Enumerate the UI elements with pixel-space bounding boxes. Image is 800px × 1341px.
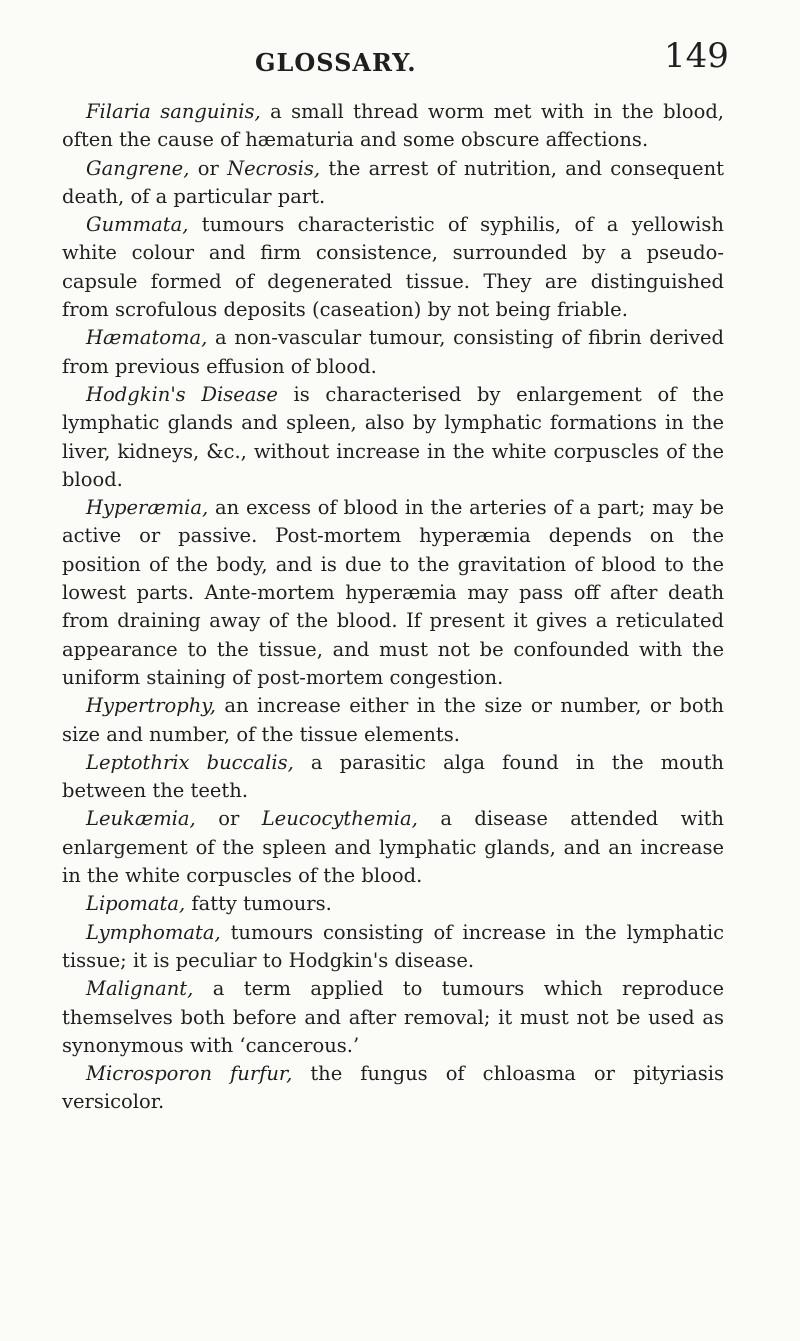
glossary-entry xyxy=(62,692,724,749)
glossary-term: Lymphomata, xyxy=(86,920,221,944)
glossary-entry xyxy=(62,805,724,890)
glossary-term: Leptothrix buccalis, xyxy=(86,750,294,774)
glossary-term: Hæmatoma, xyxy=(86,326,208,350)
glossary-definition: tumours characteristic of syphilis, of a yellowish white colour and firm consistence, surrounded by a pseudo-capsule formed of degenerated tissue. They are distinguished from scrofulous deposits (caseation) by not being friable. xyxy=(62,213,724,322)
glossary-definition-cont: a disease attended with enlargement of the spleen and lymphatic glands, and an increase in the white corpuscles of the blood. xyxy=(62,807,724,888)
glossary-term: Filaria sanguinis, xyxy=(86,100,261,123)
glossary-entry xyxy=(62,494,724,692)
glossary-term: Malignant, xyxy=(86,977,194,1001)
glossary-entry xyxy=(62,98,724,155)
page-number: 149 xyxy=(664,36,729,76)
glossary-term: Hodgkin's Disease xyxy=(86,382,278,406)
glossary-term: Leukæmia, xyxy=(86,807,196,831)
glossary-definition: the fungus of chloasma or pityriasis versicolor. xyxy=(62,1062,724,1114)
glossary-entry xyxy=(62,749,724,806)
glossary-definition: a small thread worm met with in the blood, often the cause of hæmaturia and some obscure affections. xyxy=(62,100,725,152)
glossary-term: Gangrene, xyxy=(86,156,190,180)
glossary-definition: a term applied to tumours which reproduce themselves both before and after removal; it must not be used as synonymous with ‘cancerous.’ xyxy=(62,977,724,1057)
glossary-entry xyxy=(62,211,724,324)
running-header: GLOSSARY. xyxy=(255,48,417,77)
glossary-term-alt: Leucocythemia, xyxy=(261,807,418,831)
glossary-entry xyxy=(62,890,724,918)
glossary-term: Lipomata, xyxy=(86,892,186,916)
glossary-entry xyxy=(62,919,724,976)
glossary-definition: or xyxy=(195,807,262,831)
glossary-body xyxy=(62,98,724,1117)
glossary-definition: a non-vascular tumour, consisting of fibrin derived from previous effusion of blood. xyxy=(62,326,724,378)
glossary-term: Hypertrophy, xyxy=(86,694,216,718)
glossary-definition: a parasitic alga found in the mouth between the teeth. xyxy=(62,750,724,803)
glossary-term: Microsporon furfur, xyxy=(86,1062,293,1086)
glossary-definition: tumours consisting of increase in the lymphatic tissue; it is peculiar to Hodgkin's disease. xyxy=(62,920,724,972)
glossary-definition: an excess of blood in the arteries of a part; may be active or passive. Post-mortem hyperæmia depends on the position of the body, and is due to the gravitation of blood to the lowest parts. Ante-mortem hyperæmia may pass off after death from draining away of the blood. If present it gives a reticulated appearance to the tissue, and must not be confounded with the uniform staining of post-mortem congestion. xyxy=(62,496,724,689)
glossary-entry xyxy=(62,381,724,494)
glossary-term-alt: Necrosis, xyxy=(227,156,321,180)
glossary-term: Hyperæmia, xyxy=(86,496,209,520)
glossary-definition: fatty tumours. xyxy=(185,892,332,916)
glossary-entry xyxy=(62,975,724,1060)
glossary-definition: or xyxy=(189,156,228,180)
glossary-definition-cont: the arrest of nutrition, and consequent death, of a particular part. xyxy=(62,156,724,208)
glossary-entry xyxy=(62,324,724,381)
glossary-term: Gummata, xyxy=(86,213,189,237)
glossary-definition: is characterised by enlargement of the lymphatic glands and spleen, also by lymphatic formations in the liver, kidneys, &c., without increase in the white corpuscles of the blood. xyxy=(62,382,725,491)
glossary-entry xyxy=(62,155,724,212)
glossary-entry xyxy=(62,1060,724,1117)
glossary-definition: an increase either in the size or number, or both size and number, of the tissue elements. xyxy=(62,694,724,746)
